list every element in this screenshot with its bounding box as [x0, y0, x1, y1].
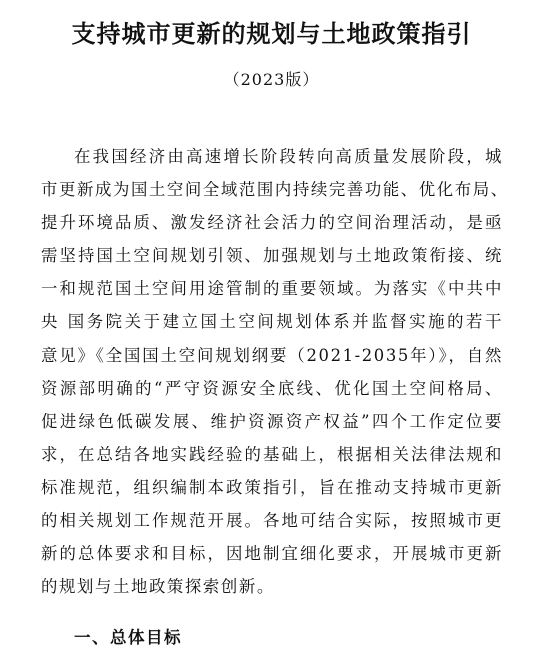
paragraph-line: 意见》《全国国土空间规划纲要（2021-2035年）》，自然 — [41, 345, 503, 365]
paragraph-line: 促进绿色低碳发展、维护资源资产权益”四个工作定位要 — [41, 411, 503, 431]
document-edition: （2023版） — [223, 70, 320, 89]
paragraph-line: 的相关规划工作规范开展。各地可结合实际，按照城市更 — [41, 511, 503, 531]
paragraph-line: 的规划与土地政策探索创新。 — [41, 577, 275, 597]
paragraph-line: 一和规范国土空间用途管制的重要领域。为落实《中共中 — [41, 279, 503, 299]
paragraph-line: 市更新成为国土空间全域范围内持续完善功能、优化布局、 — [41, 180, 509, 200]
paragraph-line: 新的总体要求和目标，因地制宜细化要求，开展城市更新 — [41, 544, 503, 564]
paragraph-line: 央 国务院关于建立国土空间规划体系并监督实施的若干 — [41, 312, 503, 332]
intro-paragraph — [41, 140, 509, 603]
paragraph-line: 提升环境品质、激发经济社会活力的空间治理活动，是亟 — [41, 213, 503, 233]
paragraph-line: 需坚持国土空间规划引领、加强规划与土地政策衔接、统 — [41, 246, 503, 266]
paragraph-line: 资源部明确的“严守资源安全底线、优化国土空间格局、 — [41, 378, 503, 398]
document-title: 支持城市更新的规划与土地政策指引 — [71, 19, 472, 48]
paragraph-line: 求，在总结各地实践经验的基础上，根据相关法律法规和 — [41, 444, 503, 464]
paragraph-line: 在我国经济由高速增长阶段转向高质量发展阶段，城 — [74, 147, 503, 166]
paragraph-line: 标准规范，组织编制本政策指引，旨在推动支持城市更新 — [41, 477, 503, 497]
section-heading: 一、总体目标 — [74, 628, 182, 647]
